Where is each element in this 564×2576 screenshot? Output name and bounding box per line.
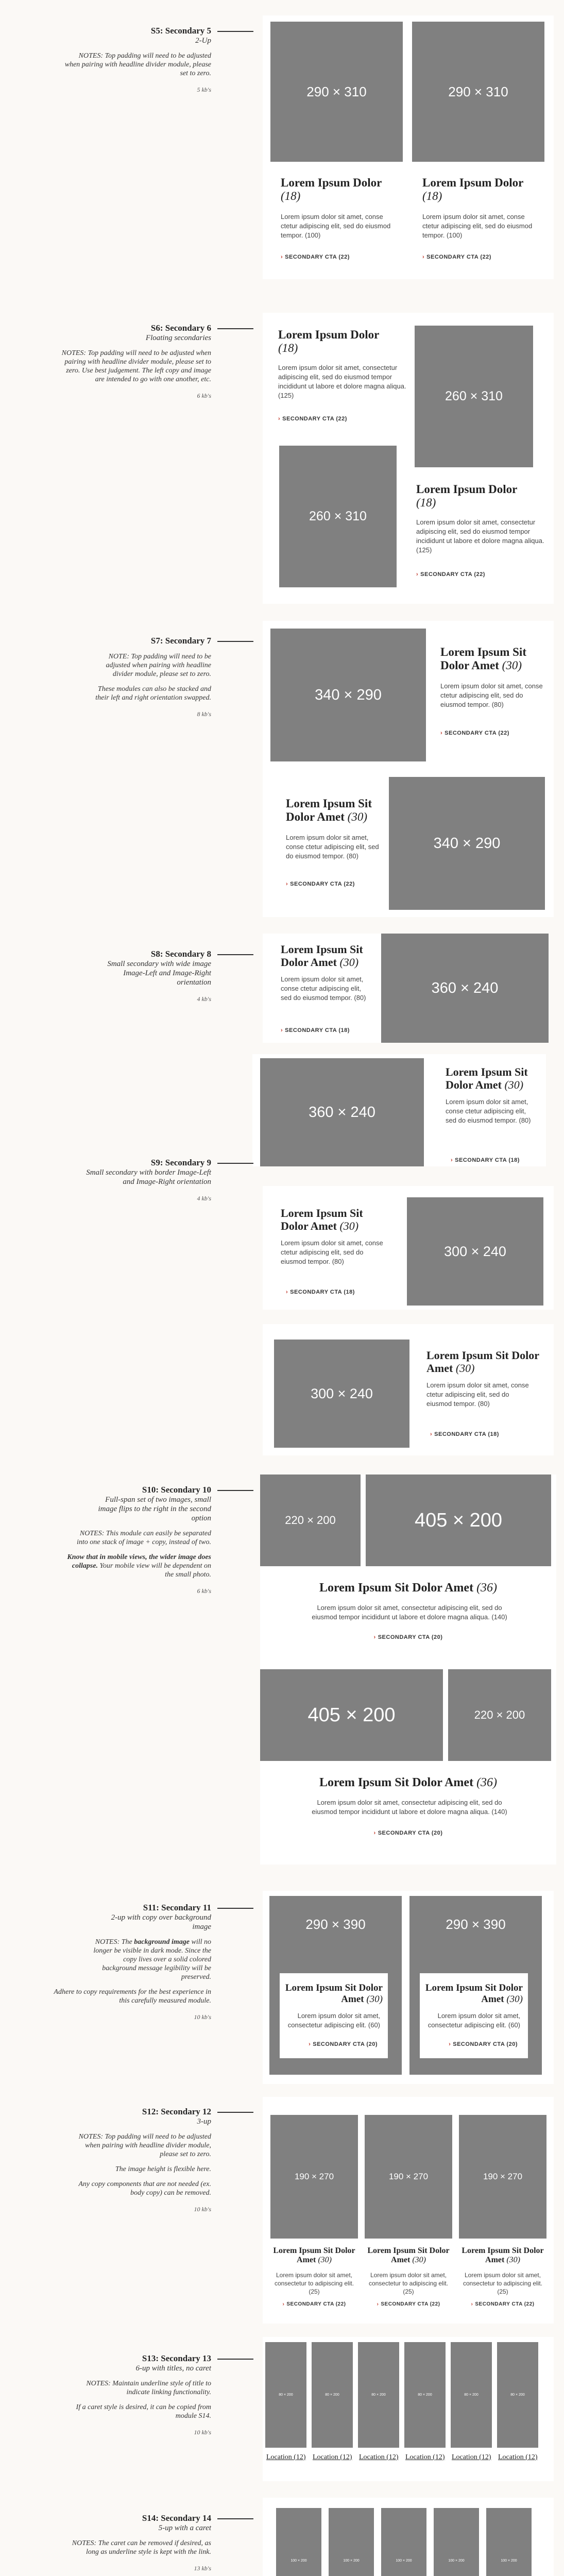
secondary-cta[interactable]: › SECONDARY CTA (22) [377, 2301, 440, 2307]
card-body: Lorem ipsum dolor sit amet, consectetur to adipiscing elit. (25) [274, 2272, 354, 2295]
annotation-rule [217, 1490, 253, 1491]
module-panel [263, 2498, 554, 2576]
image-placeholder: 340 × 290 [270, 629, 426, 761]
image-placeholder: 100 × 200 [276, 2508, 321, 2576]
chevron-right-icon: › [373, 1830, 376, 1836]
module-subtitle: Small secondary with wide image Image-Left and Image-Right orientation [107, 960, 211, 987]
module-notes: NOTE: Top padding will need to be adjusted when pairing with headline divider module, please set to zero. [106, 653, 211, 678]
secondary-cta[interactable]: › SECONDARY CTA (18) [430, 1431, 499, 1437]
module-subtitle: 2-Up [195, 37, 211, 45]
card-headline: Lorem Ipsum Dolor (18) [278, 328, 380, 355]
card-body: Lorem ipsum dolor sit amet, conse ctetur adipiscing elit, sed do eiusmod tempor. (80) [281, 975, 366, 1002]
image-placeholder: 190 × 270 [270, 2115, 358, 2239]
secondary-cta[interactable]: › SECONDARY CTA (22) [281, 254, 350, 260]
annotation-rule [217, 2112, 253, 2113]
background-image-placeholder: 290 × 390 [269, 1896, 402, 2075]
annotation-s13 [0, 2353, 211, 2436]
card-headline: Lorem Ipsum Sit Dolor Amet (30) [273, 2246, 355, 2265]
card-headline: Lorem Ipsum Sit Dolor Amet (30) [440, 646, 526, 672]
annotation-s11 [0, 1903, 211, 2021]
chevron-right-icon: › [282, 2301, 285, 2307]
annotation-rule [217, 328, 253, 329]
image-placeholder: 290 × 310 [412, 22, 544, 162]
image-placeholder: 190 × 270 [459, 2115, 546, 2239]
module-notes-2: These modules can also be stacked and their left and right orientation swapped. [95, 685, 211, 702]
card-body: Lorem ipsum dolor sit amet, conse ctetur adipiscing elit, sed do eiusmod tempor. (100) [281, 213, 391, 239]
module-notes: NOTES: The background image will no longer be visible in dark mode. Since the copy lives over a solid colored background message legibility will be preserved. [93, 1938, 211, 1981]
module-title: S14: Secondary 14 [142, 2513, 211, 2523]
chevron-right-icon: › [278, 416, 281, 422]
image-placeholder: 360 × 240 [381, 934, 549, 1043]
module-kb: 8 kb's [197, 710, 211, 718]
chevron-right-icon: › [309, 2041, 311, 2047]
card-body: Lorem ipsum dolor sit amet, consectetur adipiscing elit, sed do eiusmod tempor incididunt ut labore et dolore magna aliqua. (125) [278, 364, 406, 399]
chevron-right-icon: › [449, 2041, 451, 2047]
location-link[interactable]: Location (12) [498, 2453, 538, 2461]
image-placeholder: 260 × 310 [279, 446, 397, 587]
card-headline: Lorem Ipsum Sit Dolor Amet (30) [462, 2246, 544, 2265]
card-headline: Lorem Ipsum Dolor (18) [422, 176, 524, 203]
chevron-right-icon: › [430, 1431, 433, 1437]
card-headline: Lorem Ipsum Sit Dolor Amet (30) [425, 1982, 523, 2005]
card-body: Lorem ipsum dolor sit amet, conse ctetur adipiscing elit, sed do eiusmod tempor. (80) [426, 1381, 529, 1408]
chevron-right-icon: › [451, 1157, 453, 1163]
image-placeholder: 100 × 200 [434, 2508, 479, 2576]
card-body: Lorem ipsum dolor sit amet, consectetur adipiscing elit, sed do eiusmod tempor incididunt ut labore et dolore magna aliqua. (140) [312, 1604, 507, 1621]
module-panel [263, 621, 554, 917]
secondary-cta[interactable]: › SECONDARY CTA (22) [286, 881, 355, 887]
chevron-right-icon: › [373, 1634, 376, 1640]
card-headline: Lorem Ipsum Sit Dolor Amet (30) [286, 797, 372, 824]
module-panel [252, 1054, 546, 1166]
annotation-rule [217, 31, 253, 32]
secondary-cta[interactable]: › SECONDARY CTA (22) [278, 416, 347, 422]
secondary-cta[interactable]: › SECONDARY CTA (18) [281, 1027, 350, 1033]
module-kb: 10 kb's [194, 2013, 211, 2021]
section-s5 [0, 0, 564, 281]
secondary-cta[interactable]: › SECONDARY CTA (20) [449, 2041, 518, 2047]
annotation-s6 [0, 323, 211, 400]
card-body: Lorem ipsum dolor sit amet, consectetur adipiscing elit. (60) [287, 2012, 380, 2029]
module-notes: NOTES: Top padding will need to be adjusted when pairing with headline divider module, please set to zero. [78, 2133, 211, 2158]
module-panel [263, 15, 554, 279]
module-panel [263, 934, 546, 1043]
image-placeholder: 80 × 200 [404, 2342, 446, 2448]
module-notes: NOTES: This module can easily be separated into one stack of image + copy, instead of two. [76, 1530, 211, 1546]
module-title: S7: Secondary 7 [150, 636, 211, 646]
card-headline: Lorem Ipsum Sit Dolor Amet (30) [426, 1349, 539, 1375]
card-body: Lorem ipsum dolor sit amet, consectetur adipiscing elit, sed do eiusmod tempor incididunt ut labore et dolore magna aliqua. (125) [416, 518, 544, 554]
secondary-cta[interactable]: › SECONDARY CTA (22) [416, 571, 485, 578]
card-headline: Lorem Ipsum Sit Dolor Amet (30) [281, 943, 363, 969]
card-body: Lorem ipsum dolor sit amet, conse ctetur adipiscing elit, sed do eiusmod tempor. (100) [422, 213, 533, 239]
module-notes: NOTES: The caret can be removed if desired, as long as underline style is kept with the link. [72, 2539, 211, 2556]
module-kb: 4 kb's [197, 995, 211, 1003]
card-headline: Lorem Ipsum Sit Dolor Amet (36) [319, 1581, 498, 1595]
module-subtitle: 6-up with titles, no caret [135, 2364, 211, 2372]
annotation-rule [217, 1908, 253, 1909]
module-notes-2: The image height is flexible here. [115, 2165, 211, 2173]
module-subtitle: Floating secondaries [145, 334, 211, 342]
location-link[interactable]: Location (12) [359, 2453, 399, 2461]
card-body: Lorem ipsum dolor sit amet, conse ctetur adipiscing elit, sed do eiusmod tempor. (80) [440, 682, 543, 708]
module-subtitle: Full-span set of two images, small image flips to the right in the second option [98, 1496, 211, 1522]
chevron-right-icon: › [422, 254, 425, 260]
chevron-right-icon: › [281, 254, 283, 260]
card-body: Lorem ipsum dolor sit amet, conse ctetur adipiscing elit, sed do eiusmod tempor. (80) [286, 834, 379, 860]
card-headline: Lorem Ipsum Sit Dolor Amet (30) [285, 1982, 383, 2005]
annotation-s9 [0, 1158, 211, 1202]
secondary-cta[interactable]: › SECONDARY CTA (18) [286, 1289, 355, 1295]
card-headline: Lorem Ipsum Sit Dolor Amet (30) [281, 1207, 363, 1233]
image-placeholder: 100 × 200 [381, 2508, 426, 2576]
image-placeholder: 80 × 200 [312, 2342, 353, 2448]
module-subtitle: Small secondary with border Image-Left and Image-Right orientation [86, 1168, 211, 1186]
image-placeholder: 300 × 240 [274, 1340, 409, 1448]
image-placeholder: 80 × 200 [451, 2342, 492, 2448]
module-kb: 6 kb's [197, 1587, 211, 1595]
secondary-cta[interactable]: › SECONDARY CTA (22) [282, 2301, 346, 2307]
annotation-s8 [0, 949, 211, 1003]
location-link[interactable]: Location (12) [405, 2453, 445, 2461]
module-title: S11: Secondary 11 [143, 1903, 211, 1912]
module-kb: 13 kb's [194, 2565, 211, 2572]
secondary-cta[interactable]: › SECONDARY CTA (20) [373, 1634, 443, 1640]
image-placeholder: 100 × 200 [329, 2508, 374, 2576]
module-title: S8: Secondary 8 [150, 949, 211, 959]
background-image-placeholder: 290 × 390 [409, 1896, 542, 2075]
annotation-rule [217, 2359, 253, 2360]
card-body: Lorem ipsum dolor sit amet, consectetur to adipiscing elit. (25) [368, 2272, 449, 2295]
module-title: S12: Secondary 12 [142, 2107, 211, 2116]
module-title: S9: Secondary 9 [150, 1158, 211, 1167]
image-placeholder: 360 × 240 [260, 1058, 424, 1166]
card-headline: Lorem Ipsum Dolor (18) [416, 483, 518, 510]
card-body: Lorem ipsum dolor sit amet, consectetur to adipiscing elit. (25) [463, 2272, 543, 2295]
module-kb: 4 kb's [197, 1195, 211, 1202]
chevron-right-icon: › [377, 2301, 379, 2307]
module-notes: NOTES: Top padding will need to be adjusted when pairing with headline divider module, please set to zero. [64, 52, 211, 77]
module-notes: NOTES: Maintain underline style of title to indicate linking functionality. [86, 2380, 211, 2396]
module-kb: 10 kb's [194, 2429, 211, 2436]
module-subtitle: 2-up with copy over background image [111, 1913, 211, 1931]
chevron-right-icon: › [286, 881, 288, 887]
image-placeholder: 340 × 290 [389, 777, 545, 910]
module-subtitle: 5-up with a caret [158, 2524, 211, 2532]
image-placeholder: 80 × 200 [497, 2342, 538, 2448]
module-title: S5: Secondary 5 [150, 26, 211, 36]
copy-box [280, 1973, 388, 2058]
module-title: S13: Secondary 13 [142, 2353, 211, 2363]
secondary-cta[interactable]: › SECONDARY CTA (20) [373, 1830, 443, 1836]
chevron-right-icon: › [281, 1027, 283, 1033]
secondary-cta[interactable]: › SECONDARY CTA (18) [451, 1157, 520, 1163]
location-link[interactable]: Location (12) [266, 2453, 306, 2461]
module-notes: NOTES: Top padding will need to be adjusted when pairing with headline divider module, please set to zero. Use best judgement. The left copy and image are intended to go with one another, etc. [61, 349, 211, 383]
secondary-cta[interactable]: › SECONDARY CTA (22) [422, 254, 491, 260]
annotation-rule [217, 2518, 253, 2519]
image-placeholder: 80 × 200 [265, 2342, 306, 2448]
module-panel [263, 1324, 554, 1455]
annotation-s5 [0, 26, 211, 94]
module-panel [263, 2337, 554, 2481]
module-title: S10: Secondary 10 [142, 1485, 211, 1495]
module-kb: 10 kb's [194, 2206, 211, 2213]
secondary-cta[interactable]: › SECONDARY CTA (22) [440, 730, 509, 736]
annotation-s10 [0, 1485, 211, 1595]
image-placeholder: 190 × 270 [365, 2115, 452, 2239]
annotation-rule [217, 641, 253, 642]
card-body: Lorem ipsum dolor sit amet, consectetur adipiscing elit. (60) [428, 2012, 520, 2029]
image-placeholder: 220 × 200 [260, 1475, 361, 1566]
copy-box [420, 1973, 528, 2058]
chevron-right-icon: › [286, 1289, 288, 1295]
module-notes-3: Any copy components that are not needed (ex. body copy) can be removed. [78, 2180, 211, 2197]
image-placeholder: 300 × 240 [407, 1197, 543, 1306]
module-notes-2: If a caret style is desired, it can be copied from module S14. [76, 2403, 211, 2420]
card-headline: Lorem Ipsum Sit Dolor Amet (30) [446, 1065, 528, 1092]
image-placeholder: 220 × 200 [448, 1669, 551, 1761]
chevron-right-icon: › [471, 2301, 473, 2307]
annotation-s7 [0, 636, 211, 718]
module-kb: 5 kb's [197, 86, 211, 93]
image-placeholder: 100 × 200 [486, 2508, 532, 2576]
secondary-cta[interactable]: › SECONDARY CTA (22) [471, 2301, 535, 2307]
image-placeholder: 80 × 200 [358, 2342, 399, 2448]
annotation-rule [217, 954, 253, 955]
image-placeholder: 405 × 200 [260, 1669, 443, 1761]
chevron-right-icon: › [416, 571, 419, 578]
annotation-rule [217, 1163, 253, 1164]
card-body: Lorem ipsum dolor sit amet, conse ctetur adipiscing elit, sed do eiusmod tempor. (80) [281, 1239, 383, 1265]
location-link[interactable]: Location (12) [452, 2453, 491, 2461]
module-notes-2: Adhere to copy requirements for the best experience in this carefully measured module. [54, 1988, 211, 2005]
card-body: Lorem ipsum dolor sit amet, consectetur adipiscing elit, sed do eiusmod tempor incididunt ut labore et dolore magna aliqua. (140) [312, 1799, 507, 1816]
module-kb: 6 kb's [197, 392, 211, 399]
secondary-cta[interactable]: › SECONDARY CTA (20) [309, 2041, 378, 2047]
module-title: S6: Secondary 6 [150, 323, 211, 333]
image-placeholder: 260 × 310 [415, 326, 533, 467]
module-notes-2: Know that in mobile views, the wider image does collapse. Your mobile view will be dependent on the small photo. [67, 1553, 211, 1579]
module-panel [260, 1475, 556, 1865]
annotation-s14 [0, 2513, 211, 2572]
annotation-s12 [0, 2107, 211, 2213]
module-panel [263, 313, 554, 604]
card-body: Lorem ipsum dolor sit amet, conse ctetur adipiscing elit, sed do eiusmod tempor. (80) [446, 1098, 531, 1124]
module-panel [263, 1891, 554, 2084]
image-placeholder: 290 × 310 [270, 22, 403, 162]
card-headline: Lorem Ipsum Sit Dolor Amet (36) [319, 1776, 498, 1789]
location-link[interactable]: Location (12) [313, 2453, 352, 2461]
module-subtitle: 3-up [197, 2117, 211, 2126]
image-placeholder: 405 × 200 [366, 1475, 551, 1566]
card-headline: Lorem Ipsum Sit Dolor Amet (30) [367, 2246, 450, 2265]
module-panel [263, 1186, 554, 1310]
card-headline: Lorem Ipsum Dolor (18) [281, 176, 382, 203]
chevron-right-icon: › [440, 730, 443, 736]
module-panel [263, 2097, 554, 2324]
